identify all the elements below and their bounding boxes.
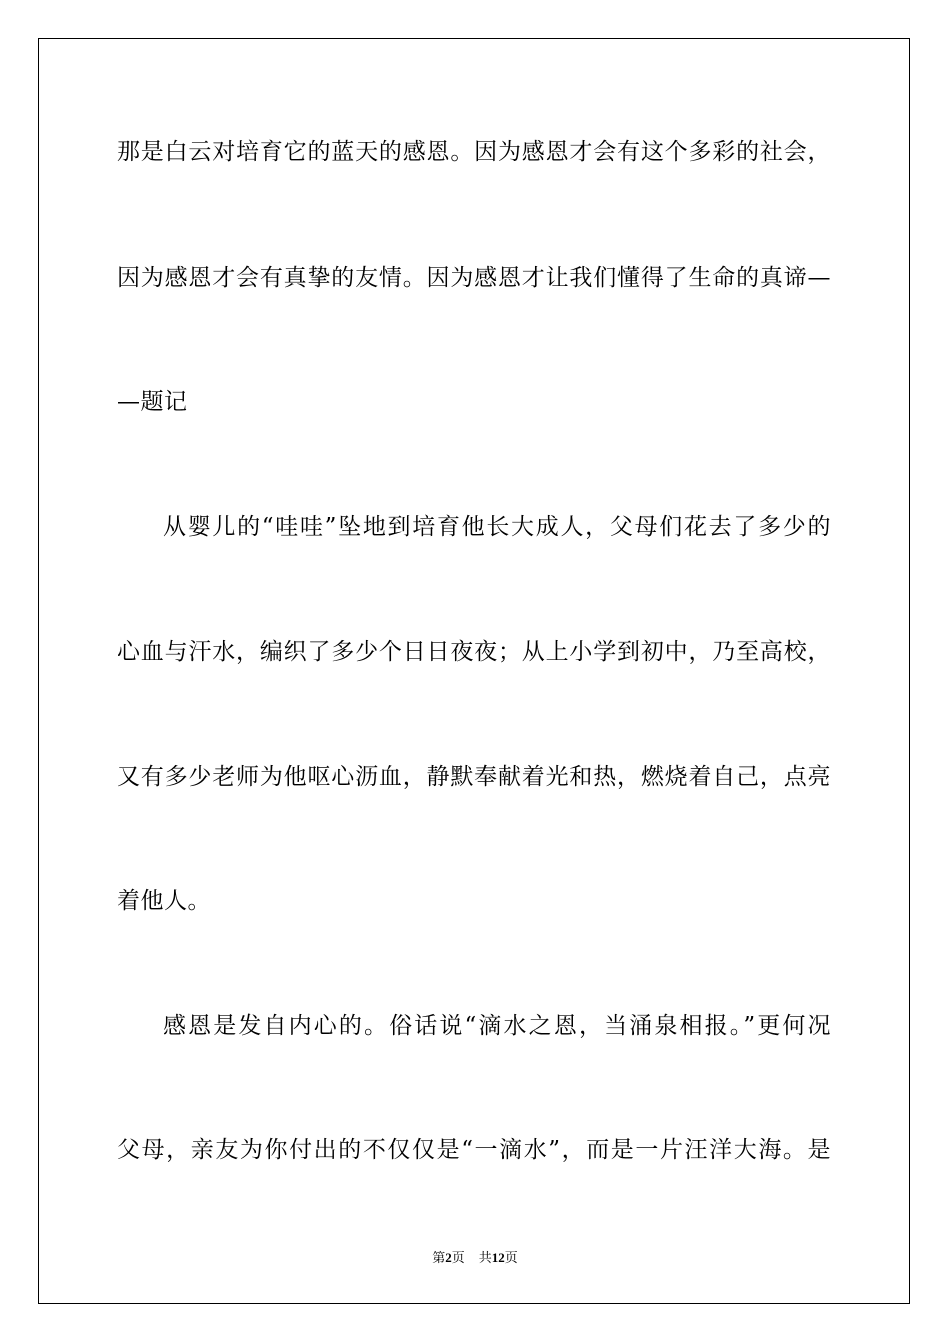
page-footer — [0, 1249, 950, 1267]
text-line-5: 心血与汗水，编织了多少个日日夜夜；从上小学到初中，乃至高校， — [117, 639, 831, 665]
page-border — [38, 38, 910, 1304]
footer-page-prefix: 第 — [432, 1250, 446, 1265]
footer-total-suffix: 页 — [504, 1250, 518, 1265]
footer-total-prefix: 共 — [478, 1250, 492, 1265]
text-line-9: 父母，亲友为你付出的不仅仅是“一滴水”，而是一片汪洋大海。是 — [117, 1137, 831, 1163]
text-line-4: 从婴儿的“哇哇”坠地到培育他长大成人，父母们花去了多少的 — [163, 514, 831, 540]
footer-page-suffix: 页 — [451, 1250, 465, 1265]
text-line-7: 着他人。 — [117, 888, 211, 914]
text-line-3: —题记 — [117, 389, 188, 415]
text-line-6: 又有多少老师为他呕心沥血，静默奉献着光和热，燃烧着自己，点亮 — [117, 764, 831, 790]
text-line-1: 那是白云对培育它的蓝天的感恩。因为感恩才会有这个多彩的社会， — [117, 139, 831, 165]
text-line-2: 因为感恩才会有真挚的友情。因为感恩才让我们懂得了生命的真谛— — [117, 265, 831, 291]
text-line-8: 感恩是发自内心的。俗话说“滴水之恩，当涌泉相报。”更何况 — [163, 1013, 831, 1039]
footer-total-pages: 12 — [491, 1250, 505, 1265]
footer-page-number: 2 — [445, 1250, 452, 1265]
